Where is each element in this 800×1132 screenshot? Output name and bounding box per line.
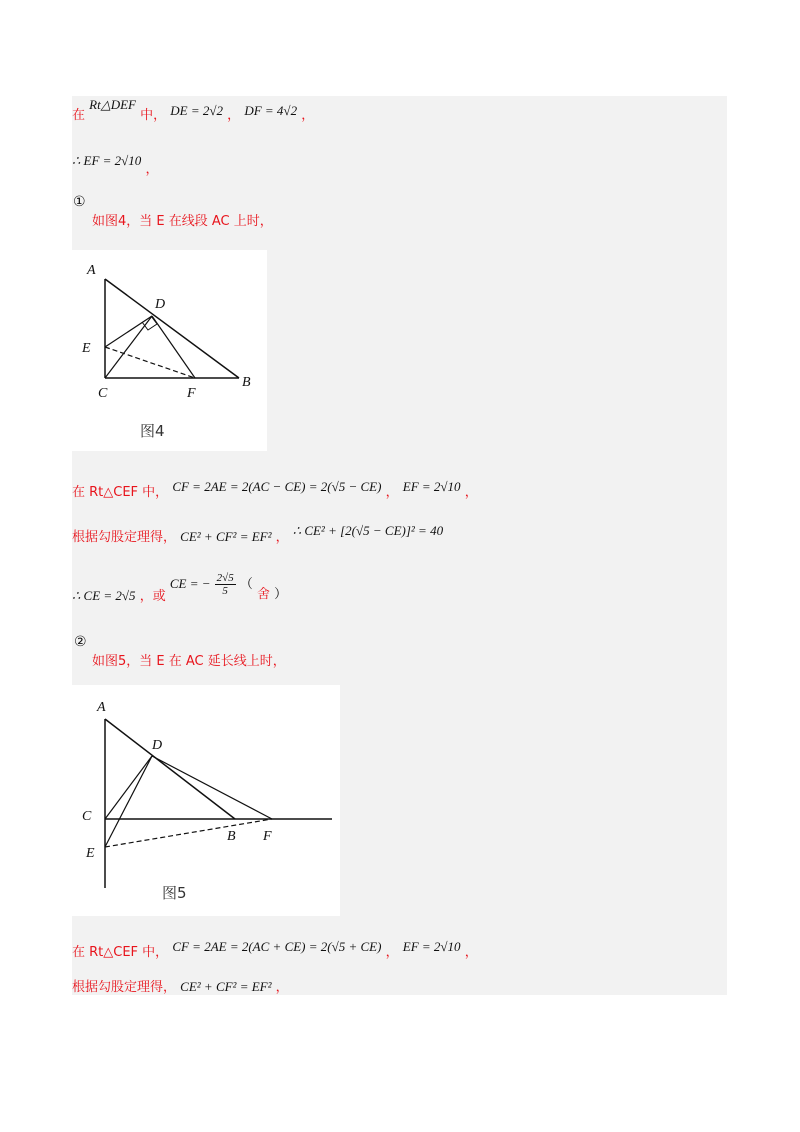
line-ed xyxy=(105,756,152,847)
eq-df: DF = 4√2 xyxy=(244,103,298,118)
text-rt-cef: 在 Rt△CEF 中， xyxy=(72,485,169,500)
eq-cf-1: CF = 2AE = 2(AC − CE) = 2(√5 − CE) xyxy=(172,479,382,494)
label-e: E xyxy=(82,341,91,356)
line-pythagoras-2 xyxy=(72,976,289,995)
line-rt-cef-1 xyxy=(72,476,478,500)
label-c: C xyxy=(82,809,92,824)
line-cd xyxy=(105,756,152,819)
figure-5-svg xyxy=(72,685,340,916)
comma: ， xyxy=(385,485,399,500)
eq-pythagoras: CE² + CF² = EF² xyxy=(180,529,272,544)
text-rt-cef: 在 Rt△CEF 中， xyxy=(72,945,169,960)
eq-de: DE = 2√2 xyxy=(170,103,224,118)
fraction-numerator: 2√5 xyxy=(216,572,234,584)
figure-4-caption: 图4 xyxy=(140,422,165,440)
eq-ef-3: EF = 2√10 xyxy=(402,939,461,954)
circled-two: ② xyxy=(74,634,87,650)
figure-5-caption: 图5 xyxy=(162,884,187,902)
paren-open: （ xyxy=(239,577,253,592)
line-ab xyxy=(105,279,239,378)
comma: ， xyxy=(464,945,478,960)
text-pythagoras: 根据勾股定理得， xyxy=(72,980,177,995)
text-or: ，或 xyxy=(139,589,166,604)
eq-substitution: ∴ CE² + [2(√5 − CE)]² = 40 xyxy=(292,523,444,538)
figure-4-svg xyxy=(72,250,267,451)
text-discard: 舍 xyxy=(257,587,271,602)
text-pythagoras: 根据勾股定理得， xyxy=(72,530,177,545)
figure-4 xyxy=(72,250,267,451)
paren-close: ） xyxy=(274,587,288,602)
eq-ce: ∴ CE = 2√5 xyxy=(72,588,136,603)
comma: ， xyxy=(275,530,289,545)
label-a: A xyxy=(87,263,96,278)
eq-ef-2: EF = 2√10 xyxy=(402,479,461,494)
comma: ， xyxy=(301,108,315,123)
label-f: F xyxy=(187,386,196,401)
case2-heading xyxy=(92,650,286,669)
label-a: A xyxy=(97,700,106,715)
line-pythagoras-1 xyxy=(72,523,444,545)
rt-def: Rt△DEF xyxy=(89,97,136,112)
case2-text: 如图5，当 E 在 AC 延长线上时， xyxy=(92,654,286,669)
text-zhong: 中， xyxy=(140,108,167,123)
comma: ， xyxy=(275,980,289,995)
label-b: B xyxy=(242,375,251,390)
eq-ce-neg-lhs: CE = − xyxy=(169,576,211,591)
fraction-neg xyxy=(215,572,236,597)
figure-5 xyxy=(72,685,340,916)
line-ab xyxy=(105,719,235,819)
label-d: D xyxy=(152,738,163,753)
circled-one: ① xyxy=(73,194,86,210)
text-zai: 在 xyxy=(72,108,86,123)
line-ef-dashed xyxy=(105,347,195,378)
case1-heading xyxy=(92,210,273,229)
line-ed xyxy=(105,316,152,347)
line-ce-solution xyxy=(72,572,288,604)
line-ef xyxy=(72,150,159,177)
line-ef-dashed xyxy=(105,819,272,847)
comma: ， xyxy=(145,162,159,177)
label-c: C xyxy=(98,386,108,401)
comma: ， xyxy=(385,945,399,960)
line-df xyxy=(152,756,272,819)
comma: ， xyxy=(464,485,478,500)
label-d: D xyxy=(155,297,166,312)
line-rt-cef-2 xyxy=(72,936,478,960)
line-df xyxy=(152,316,195,378)
label-b: B xyxy=(227,829,236,844)
eq-pythagoras-2: CE² + CF² = EF² xyxy=(180,979,272,994)
fraction-denominator: 5 xyxy=(222,585,228,597)
case1-text: 如图4，当 E 在线段 AC 上时， xyxy=(92,214,273,229)
eq-ef: ∴ EF = 2√10 xyxy=(72,153,142,168)
eq-cf-2: CF = 2AE = 2(AC + CE) = 2(√5 + CE) xyxy=(172,939,382,954)
line-rt-def xyxy=(72,97,315,123)
label-f: F xyxy=(263,829,272,844)
label-e: E xyxy=(86,846,95,861)
comma: ， xyxy=(227,108,241,123)
